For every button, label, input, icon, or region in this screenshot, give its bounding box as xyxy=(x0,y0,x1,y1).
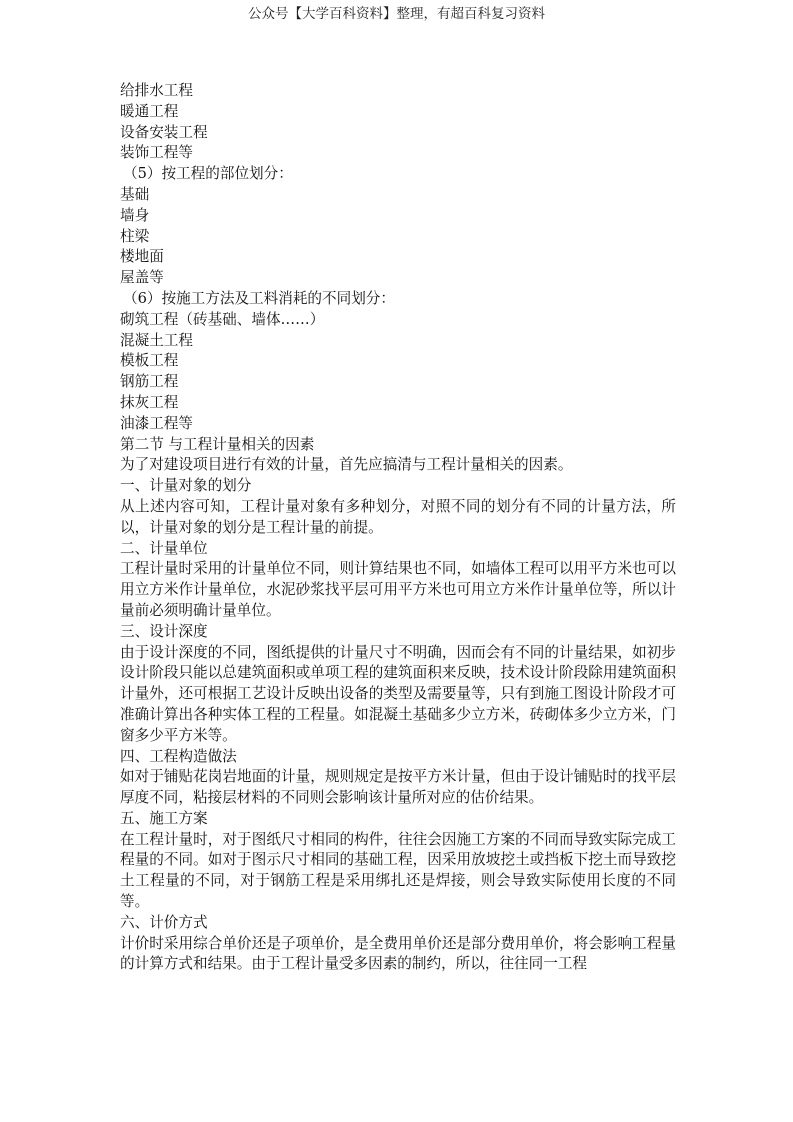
heading-by-method: （6）按施工方法及工料消耗的不同划分： xyxy=(123,289,395,307)
factor-heading: 四、工程构造做法 xyxy=(120,747,237,765)
factor-body: 工程计量时采用的计量单位不同，则计算结果也不同，如墙体工程可以用平方米也可以用立方米作计量单位，水泥砂浆找平层可用平方米也可用立方米作计量单位等，所以计量前必须明确计量单位。 xyxy=(120,560,676,619)
factor-heading: 六、计价方式 xyxy=(120,913,208,931)
list-item-column-beam: 柱梁 xyxy=(120,227,150,245)
list-item-water-supply: 给排水工程 xyxy=(120,82,193,99)
factor-heading: 三、设计深度 xyxy=(120,622,208,640)
list-item-plaster: 抹灰工程 xyxy=(120,393,179,411)
list-item-masonry: 砌筑工程（砖基础、墙体……） xyxy=(120,310,325,328)
factor-heading: 一、计量对象的划分 xyxy=(120,477,252,495)
list-item-floor: 楼地面 xyxy=(120,248,164,266)
heading-by-part: （5）按工程的部位划分： xyxy=(123,165,293,183)
list-item-formwork: 模板工程 xyxy=(120,352,179,370)
list-item-equipment-install: 设备安装工程 xyxy=(120,123,208,141)
document-body xyxy=(120,81,676,975)
factor-body: 从上述内容可知，工程计量对象有多种划分，对照不同的划分有不同的计量方法，所以，计量对象的划分是工程计量的前提。 xyxy=(120,497,676,536)
list-item-concrete: 混凝土工程 xyxy=(120,331,193,349)
list-item-decoration: 装饰工程等 xyxy=(120,144,193,162)
factor-heading: 五、施工方案 xyxy=(120,809,208,827)
list-item-wall: 墙身 xyxy=(120,206,150,224)
page-header: 公众号【大学百科资料】整理，有超百科复习资料 xyxy=(248,6,545,22)
factor-body: 计价时采用综合单价还是子项单价，是全费用单价还是部分费用单价，将会影响工程量的计算方式和结果。由于工程计量受多因素的制约，所以，往往同一工程 xyxy=(120,934,676,973)
list-item-roof: 屋盖等 xyxy=(120,269,164,287)
list-item-hvac: 暖通工程 xyxy=(120,102,179,120)
section-intro: 为了对建设项目进行有效的计量，首先应搞清与工程计量相关的因素。 xyxy=(120,456,573,474)
list-item-paint: 油漆工程等 xyxy=(120,414,193,432)
list-item-foundation: 基础 xyxy=(120,185,150,203)
factor-body: 在工程计量时，对于图纸尺寸相同的构件，往往会因施工方案的不同而导致实际完成工程量的不同。如对于图示尺寸相同的基础工程，因采用放坡挖土或挡板下挖土而导致挖土工程量的不同，对于钢筋工程是采用绑扎还是焊接，则会导致实际使用长度的不同等。 xyxy=(120,830,676,911)
list-item-rebar: 钢筋工程 xyxy=(120,373,179,391)
factor-heading: 二、计量单位 xyxy=(120,539,208,557)
factor-body: 如对于铺贴花岗岩地面的计量，规则规定是按平方米计量，但由于设计铺贴时的找平层厚度不同，粘接层材料的不同则会影响该计量所对应的估价结果。 xyxy=(120,768,676,807)
section-title: 第二节 与工程计量相关的因素 xyxy=(120,435,315,453)
factor-body: 由于设计深度的不同，图纸提供的计量尺寸不明确，因而会有不同的计量结果，如初步设计阶段只能以总建筑面积或单项工程的建筑面积来反映，技术设计阶段除用建筑面积计量外，还可根据工艺设计反映出设备的类型及需要量等，只有到施工图设计阶段才可准确计算出各种实体工程的工程量。如混凝土基础多少立方米，砖砌体多少立方米，门窗多少平方米等。 xyxy=(120,643,676,744)
